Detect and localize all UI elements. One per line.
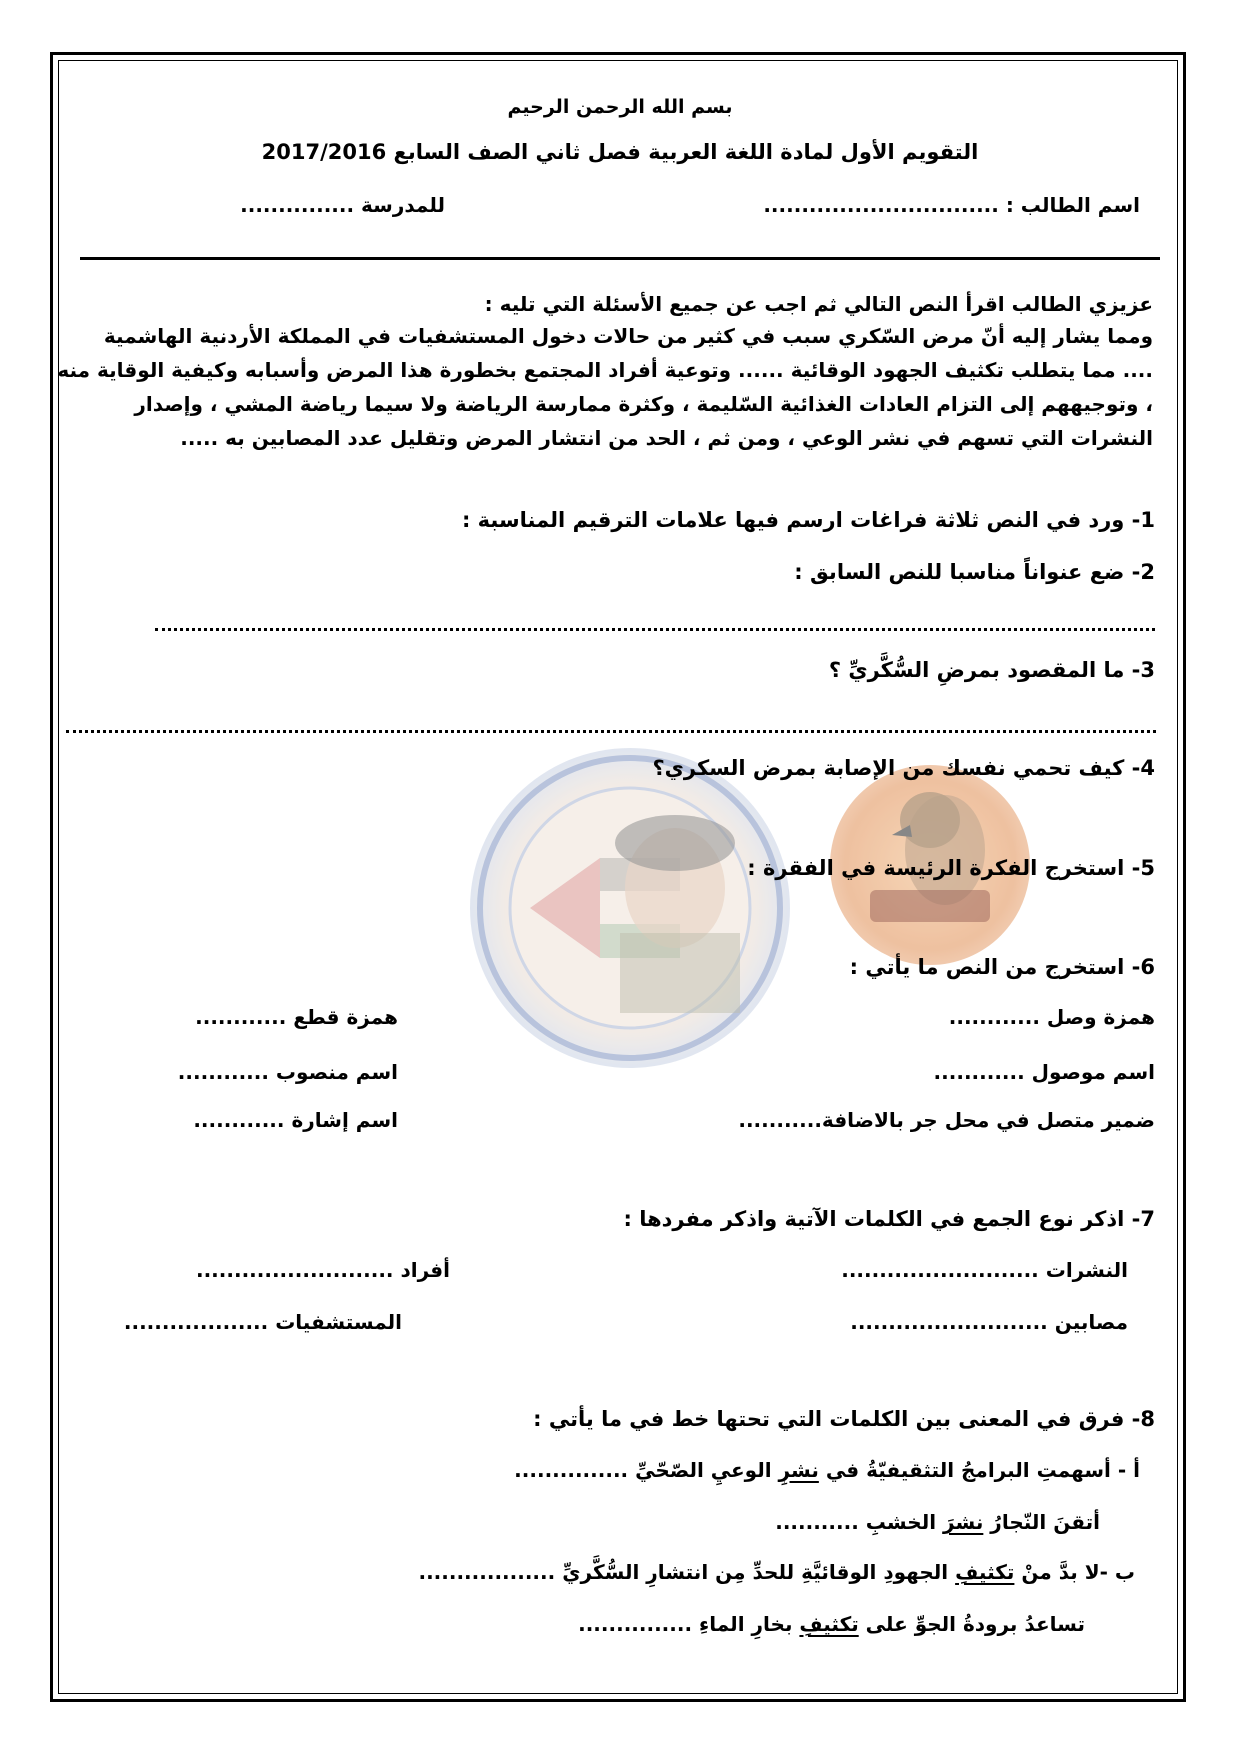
q8-a2-text: أتقنَ النّجارُ xyxy=(983,1510,1100,1534)
portrait-seal-icon xyxy=(470,748,790,1068)
question-4: 4- كيف تحمي نفسك من الإصابة بمرض السكري؟ xyxy=(652,756,1155,780)
q8-a-sentence-1[interactable] xyxy=(514,1458,1140,1482)
q8-a2-underlined: نشرَ xyxy=(943,1510,984,1534)
question-8: 8- فرق في المعنى بين الكلمات التي تحتها خط في ما يأتي : xyxy=(533,1407,1155,1431)
q6-hamzat-qat[interactable]: همزة قطع ............ xyxy=(195,1005,398,1029)
q6-ism-mansoob[interactable]: اسم منصوب ............ xyxy=(177,1060,398,1084)
q8-a-sentence-2[interactable] xyxy=(775,1510,1100,1534)
q8-b2-text: بخارِ الماءِ ............... xyxy=(578,1612,800,1636)
answer-line-2[interactable] xyxy=(155,628,1155,631)
q7-musabeen[interactable]: مصابين .......................... xyxy=(850,1310,1128,1334)
question-6: 6- استخرج من النص ما يأتي : xyxy=(849,955,1155,979)
answer-line-3[interactable] xyxy=(66,730,1156,733)
passage-line: .... مما يتطلب تكثيف الجهود الوقائية ...... وتوعية أفراد المجتمع بخطورة هذا المرض وأسبابه وكيفية الوقاية منه xyxy=(57,358,1153,382)
school-field[interactable]: للمدرسة ............... xyxy=(240,193,445,217)
q7-nasharat[interactable]: النشرات .......................... xyxy=(841,1258,1128,1282)
student-name-field[interactable]: اسم الطالب : ............................... xyxy=(763,193,1140,217)
q8-a1-text: أ - أسهمتِ البرامجُ التثقيفيّةُ في xyxy=(818,1458,1140,1482)
question-2: 2- ضع عنواناً مناسبا للنص السابق : xyxy=(794,560,1155,584)
q8-b2-text: تساعدُ برودةُ الجوِّ على xyxy=(858,1612,1085,1636)
portrait-seal-watermark xyxy=(470,748,790,1068)
question-7: 7- اذكر نوع الجمع في الكلمات الآتية واذكر مفردها : xyxy=(623,1207,1155,1231)
passage-line: النشرات التي تسهم في نشر الوعي ، ومن ثم ، الحد من انتشار المرض وتقليل عدد المصابين به ..... xyxy=(180,426,1153,450)
basmala: بسم الله الرحمن الرحيم xyxy=(507,96,733,118)
q8-a2-text: الخشبِ ........... xyxy=(775,1510,944,1534)
q8-a1-text: الوعيِ الصّحّيِّ ............... xyxy=(514,1458,779,1482)
q6-ism-ishara[interactable]: اسم إشارة ............ xyxy=(193,1108,398,1132)
q6-dameer[interactable]: ضمير متصل في محل جر بالاضافة........... xyxy=(738,1108,1155,1132)
passage-line: ومما يشار إليه أنّ مرض السّكري سبب في كثير من حالات دخول المستشفيات في المملكة الأردنية الهاشمية xyxy=(103,324,1153,348)
q8-b-sentence-1[interactable] xyxy=(418,1560,1135,1584)
q7-afrad[interactable]: أفراد .......................... xyxy=(195,1258,450,1282)
q8-b1-text: الجهودِ الوقائيَّةِ للحدِّ مِن انتشارِ السُّكَّريِّ .................. xyxy=(418,1560,956,1584)
passage-instruction: عزيزي الطالب اقرأ النص التالي ثم اجب عن جميع الأسئلة التي تليه : xyxy=(484,292,1153,316)
q7-mustashfayat[interactable]: المستشفيات ................... xyxy=(123,1310,402,1334)
question-3: 3- ما المقصود بمرضِ السُّكَّريِّ ؟ xyxy=(828,658,1155,682)
header-divider xyxy=(80,257,1160,260)
question-5: 5- استخرج الفكرة الرئيسة في الفقرة : xyxy=(747,856,1155,880)
question-1: 1- ورد في النص ثلاثة فراغات ارسم فيها علامات الترقيم المناسبة : xyxy=(461,508,1155,532)
q8-b-sentence-2[interactable] xyxy=(578,1612,1085,1636)
passage-line: ، وتوجيههم إلى التزام العادات الغذائية السّليمة ، وكثرة ممارسة الرياضة ولا سيما رياضة المشي ، وإصدار xyxy=(134,392,1153,416)
q8-b1-underlined: تكثيفِ xyxy=(955,1560,1015,1584)
q6-ism-mawsool[interactable]: اسم موصول ............ xyxy=(933,1060,1155,1084)
q8-b1-text: ب -لا بدَّ منْ xyxy=(1014,1560,1135,1584)
exam-title: التقويم الأول لمادة اللغة العربية فصل ثاني الصف السابع 2017/2016 xyxy=(261,140,979,164)
q6-hamzat-wasl[interactable]: همزة وصل ............ xyxy=(948,1005,1155,1029)
q8-b2-underlined: تكثيفِ xyxy=(799,1612,859,1636)
q8-a1-underlined: نشرِ xyxy=(778,1458,819,1482)
